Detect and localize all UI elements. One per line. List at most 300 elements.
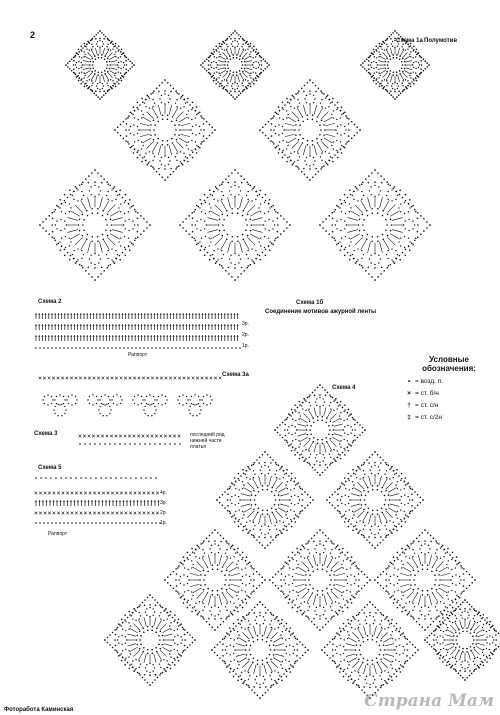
chain-dot — [389, 597, 391, 599]
chain-dot — [424, 639, 426, 641]
chain-dot — [189, 104, 191, 106]
chain-dot — [399, 645, 400, 646]
chain-dot — [261, 576, 263, 578]
chain-dot — [365, 679, 366, 680]
chain-dot — [167, 82, 169, 84]
chain-dot — [406, 655, 408, 657]
chain-dot — [255, 250, 256, 251]
chain-dot — [268, 203, 270, 205]
chain-dot — [341, 516, 343, 518]
chain-dot — [341, 482, 343, 484]
chain-dot — [397, 88, 398, 89]
chain-dot — [278, 124, 279, 125]
chain-dot — [474, 615, 475, 616]
chain-dot — [180, 161, 181, 162]
chain-dot — [322, 442, 324, 444]
chain-dot — [314, 548, 315, 549]
chain-dot — [384, 628, 385, 629]
chain-dot — [122, 53, 124, 55]
chain-dot — [245, 79, 246, 80]
chain-dot — [405, 556, 406, 557]
chain-dot — [129, 111, 131, 113]
chain-dot — [143, 218, 145, 220]
chain-dot — [324, 389, 326, 391]
chain-dot — [101, 54, 103, 56]
chain-dot — [283, 673, 285, 675]
chain-dot — [463, 579, 465, 581]
chain-dot — [371, 526, 372, 527]
chain-dot — [307, 603, 308, 604]
chain-dot — [172, 662, 174, 664]
chain-dot — [373, 676, 374, 677]
chain-dot — [435, 649, 437, 651]
chain-dot — [357, 466, 359, 468]
chain-dot — [247, 265, 249, 267]
chain-dot — [237, 548, 239, 550]
chain-dot — [177, 591, 179, 593]
chain-dot — [319, 464, 321, 466]
stitch-post — [144, 617, 146, 626]
chain-dot — [48, 233, 50, 235]
chain-dot — [424, 629, 426, 631]
chain-dot — [229, 634, 230, 635]
chain-dot — [341, 564, 342, 565]
chain-dot — [301, 405, 302, 406]
chain-dot — [241, 590, 242, 591]
chain-dot — [396, 32, 398, 34]
chain-dot — [292, 646, 293, 647]
stitch-post — [268, 628, 273, 636]
stitch-post — [70, 211, 80, 217]
chain-dot — [88, 42, 90, 44]
chain-dot — [386, 535, 388, 537]
chain-dot — [230, 631, 232, 633]
chain-dot — [122, 76, 124, 78]
chain-dot — [99, 89, 100, 90]
chain-dot — [274, 649, 276, 651]
chain-dot — [42, 221, 44, 223]
chain-dot — [337, 633, 339, 635]
chain-dot — [230, 611, 231, 612]
chain-dot — [169, 664, 171, 666]
chain-dot — [175, 590, 177, 592]
chain-dot — [344, 484, 345, 485]
chain-dot — [352, 683, 354, 685]
chain-dot — [456, 564, 457, 565]
chain-dot — [376, 57, 377, 58]
chain-dot — [409, 486, 411, 488]
chain-dot — [125, 649, 126, 650]
chain-dot — [362, 432, 364, 434]
chain-dot — [237, 679, 239, 681]
chain-dot — [368, 72, 370, 74]
chain-dot — [230, 58, 232, 60]
chain-dot — [169, 160, 170, 161]
chain-dot — [256, 539, 258, 541]
chain-dot — [380, 640, 382, 642]
chain-dot — [477, 665, 478, 666]
chain-dot — [349, 414, 351, 416]
chain-dot — [371, 276, 373, 278]
chain-dot — [82, 235, 84, 237]
chain-dot — [297, 595, 298, 596]
chain-dot — [319, 618, 321, 620]
chain-dot — [230, 557, 231, 558]
stitch-post — [407, 562, 414, 569]
chain-dot — [220, 624, 222, 626]
chain-dot — [321, 439, 323, 441]
chain-dot — [232, 212, 234, 214]
chain-dot — [204, 606, 205, 607]
chain-dot — [420, 68, 422, 70]
chain-dot — [370, 55, 372, 57]
chain-dot — [259, 55, 261, 57]
chain-dot — [276, 464, 278, 466]
chain-dot — [277, 145, 278, 146]
chain-dot — [358, 685, 360, 687]
chain-dot — [377, 47, 379, 49]
chain-dot — [90, 255, 91, 256]
chain-dot — [97, 74, 99, 76]
chain-dot — [160, 667, 161, 668]
chain-dot — [236, 71, 238, 73]
chain-dot — [394, 89, 395, 90]
chain-dot — [246, 470, 248, 472]
stitch-post — [330, 440, 336, 446]
chain-dot — [287, 564, 288, 565]
chain-dot — [174, 636, 175, 637]
stitch-post — [276, 511, 283, 518]
chain-dot — [276, 470, 277, 471]
stitch-post — [418, 555, 421, 565]
chain-dot — [354, 435, 356, 437]
chain-dot — [442, 657, 444, 659]
chain-dot — [377, 582, 379, 584]
chain-dot — [174, 659, 176, 661]
chain-dot — [230, 661, 231, 662]
chain-dot — [275, 133, 276, 134]
chain-dot — [255, 679, 256, 680]
chain-dot — [271, 123, 273, 125]
chain-dot — [405, 194, 407, 196]
chain-dot — [192, 642, 194, 644]
chain-dot — [473, 618, 474, 619]
chain-dot — [117, 639, 118, 640]
chain-dot — [107, 250, 108, 251]
chain-dot — [329, 453, 330, 454]
chain-dot — [176, 106, 177, 107]
chain-dot — [111, 259, 112, 260]
chain-dot — [421, 552, 422, 553]
stitch-post — [104, 200, 110, 210]
chain-dot — [419, 74, 421, 76]
chain-dot — [334, 459, 336, 461]
chain-dot — [94, 264, 95, 265]
chain-dot — [202, 542, 204, 544]
chain-dot — [238, 623, 240, 625]
chain-dot — [339, 627, 341, 629]
chain-dot — [371, 67, 372, 68]
chain-dot — [417, 588, 419, 590]
chain-dot — [415, 72, 416, 73]
stitch-post — [244, 70, 250, 73]
chain-dot — [341, 607, 343, 609]
chain-dot — [227, 493, 229, 495]
stitch-post — [378, 68, 385, 70]
chain-dot — [266, 641, 268, 643]
chain-dot — [59, 249, 61, 251]
chain-dot — [301, 505, 303, 507]
chain-dot — [269, 199, 271, 201]
chain-dot — [109, 644, 111, 646]
chain-dot — [393, 584, 394, 585]
chain-dot — [322, 221, 324, 223]
chain-dot — [162, 635, 164, 637]
chain-dot — [297, 639, 299, 641]
chain-dot — [114, 649, 116, 651]
chain-dot — [175, 156, 176, 157]
chain-dot — [212, 568, 214, 570]
chain-dot — [302, 116, 304, 118]
chain-dot — [173, 571, 175, 573]
chain-dot — [387, 61, 389, 63]
chain-dot — [249, 478, 250, 479]
chain-dot — [340, 117, 341, 118]
chain-dot — [124, 213, 125, 214]
chain-dot — [460, 615, 461, 616]
chain-dot — [304, 547, 305, 548]
chain-dot — [217, 189, 218, 190]
chain-dot — [149, 151, 150, 152]
chain-dot — [246, 522, 247, 523]
chain-dot — [364, 537, 366, 539]
chain-dot — [274, 111, 276, 113]
chain-dot — [202, 62, 204, 64]
stitch-post — [218, 60, 225, 62]
chain-dot — [157, 602, 159, 604]
chain-dot — [309, 155, 310, 156]
chain-dot — [424, 605, 425, 606]
chain-dot — [211, 649, 213, 651]
chain-dot — [195, 556, 196, 557]
chain-dot — [233, 628, 235, 630]
chain-dot — [107, 38, 109, 40]
chain-dot — [144, 599, 146, 601]
chain-dot — [285, 514, 286, 515]
chain-dot — [456, 661, 457, 662]
chain-dot — [259, 259, 261, 261]
chain-dot — [56, 205, 58, 207]
chain-dot — [435, 630, 437, 632]
chain-dot — [348, 634, 349, 635]
chain-dot — [109, 40, 111, 42]
chain-dot — [183, 628, 185, 630]
chain-dot — [83, 219, 85, 221]
chain-dot — [480, 621, 481, 622]
chain-dot — [264, 474, 265, 475]
chain-dot — [210, 241, 211, 242]
chain-dot — [452, 639, 454, 641]
chain-dot — [202, 610, 203, 611]
chain-dot — [180, 642, 181, 643]
chain-dot — [245, 574, 246, 575]
chain-dot — [455, 621, 456, 622]
chain-dot — [234, 484, 235, 485]
chain-dot — [456, 602, 458, 604]
chain-dot — [213, 80, 215, 82]
chain-dot — [321, 420, 323, 422]
chain-dot — [107, 258, 108, 259]
chain-dot — [240, 579, 241, 580]
chain-dot — [348, 123, 350, 125]
chain-dot — [178, 625, 179, 626]
chain-dot — [337, 157, 339, 159]
chain-dot — [122, 629, 123, 630]
chain-dot — [115, 250, 116, 251]
chain-dot — [64, 255, 66, 257]
chain-dot — [373, 682, 374, 683]
chain-dot — [213, 61, 214, 62]
chain-dot — [178, 579, 179, 580]
chain-dot — [341, 496, 342, 497]
chain-dot — [455, 610, 457, 612]
chain-dot — [125, 194, 127, 196]
chain-dot — [235, 495, 236, 496]
chain-dot — [249, 649, 251, 651]
chain-dot — [213, 77, 215, 79]
chain-dot — [354, 583, 355, 584]
stitch-post — [240, 197, 243, 208]
chain-dot — [339, 443, 340, 444]
chain-dot — [240, 475, 242, 477]
chain-dot — [133, 608, 135, 610]
stitch-post — [88, 242, 91, 253]
chain-dot — [411, 81, 413, 83]
chain-dot — [343, 591, 344, 592]
chain-dot — [370, 64, 371, 65]
chain-dot — [361, 534, 363, 536]
chain-dot — [248, 563, 250, 565]
chain-dot — [157, 677, 159, 679]
chain-dot — [309, 165, 310, 166]
chain-dot — [449, 554, 451, 556]
chain-dot — [144, 605, 146, 607]
chain-dot — [291, 415, 292, 416]
chain-dot — [207, 197, 209, 199]
chain-dot — [170, 574, 172, 576]
chain-dot — [342, 515, 344, 517]
chain-dot — [341, 203, 343, 205]
chain-dot — [336, 646, 337, 647]
chain-dot — [283, 579, 284, 580]
chain-dot — [312, 418, 314, 420]
chain-dot — [193, 211, 195, 213]
chain-dot — [231, 482, 233, 484]
stitch-post — [264, 626, 266, 635]
stitch-post — [400, 573, 410, 576]
chain-dot — [343, 671, 345, 673]
stitch-post — [303, 105, 306, 115]
chain-dot — [292, 607, 294, 609]
chain-dot — [446, 649, 447, 650]
chain-dot — [442, 544, 444, 546]
chain-dot — [289, 102, 290, 103]
chain-dot — [269, 579, 271, 581]
chain-dot — [105, 36, 107, 38]
chain-dot — [452, 614, 453, 615]
chain-dot — [314, 98, 315, 99]
chain-dot — [334, 154, 336, 156]
chain-dot — [158, 168, 160, 170]
chain-dot — [246, 529, 248, 531]
chain-dot — [264, 462, 266, 464]
chain-dot — [299, 552, 300, 553]
chain-dot — [161, 82, 163, 84]
chain-dot — [377, 545, 379, 547]
chain-dot — [290, 480, 291, 481]
chain-dot — [300, 603, 301, 604]
chain-dot — [336, 150, 337, 151]
stitch-post — [383, 638, 391, 643]
chain-dot — [234, 659, 235, 660]
chain-dot — [342, 452, 344, 454]
chain-dot — [97, 83, 98, 84]
chain-dot — [183, 574, 184, 575]
chain-dot — [364, 68, 366, 70]
chain-dot — [377, 276, 379, 278]
chain-dot — [379, 645, 381, 647]
chain-dot — [312, 144, 314, 146]
stitch-post — [324, 444, 326, 453]
chain-dot — [489, 621, 491, 623]
chain-dot — [218, 56, 219, 57]
chain-dot — [346, 117, 348, 119]
chain-dot — [246, 181, 248, 183]
chain-dot — [388, 672, 389, 673]
chain-dot — [374, 185, 375, 186]
stitch-post — [238, 658, 246, 663]
chain-dot — [255, 51, 257, 53]
chain-dot — [102, 238, 104, 240]
chain-dot — [407, 649, 409, 651]
chain-dot — [120, 245, 121, 246]
chain-dot — [389, 93, 391, 95]
chain-dot — [171, 138, 173, 140]
chain-dot — [434, 584, 436, 586]
chain-dot — [417, 505, 419, 507]
stitch-post — [303, 413, 309, 419]
chain-dot — [241, 182, 243, 184]
chain-dot — [330, 450, 331, 451]
chain-dot — [282, 437, 284, 439]
chain-dot — [271, 672, 272, 673]
chain-dot — [237, 212, 239, 214]
chain-dot — [369, 624, 370, 625]
stitch-post — [85, 56, 91, 59]
chain-dot — [404, 663, 406, 665]
chain-dot — [259, 255, 261, 257]
chain-dot — [399, 70, 401, 72]
chain-dot — [304, 174, 306, 176]
chain-dot — [314, 610, 315, 611]
chain-dot — [201, 141, 203, 143]
chain-dot — [98, 255, 99, 256]
chain-dot — [45, 218, 47, 220]
chain-dot — [367, 215, 369, 217]
stitch-post — [378, 663, 383, 671]
chain-dot — [336, 666, 338, 668]
chain-dot — [443, 648, 444, 649]
